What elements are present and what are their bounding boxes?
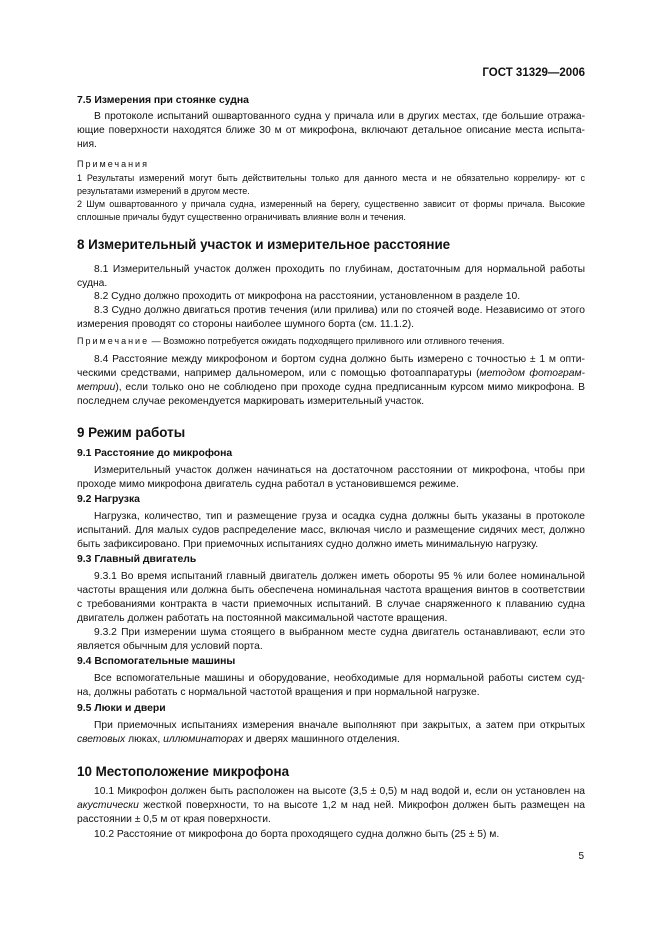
section-10-title: 10 Местоположение микрофона [77,764,290,779]
standard-number: ГОСТ 31329—2006 [482,67,585,79]
note-2: 2 Шум ошвартованного у причала судна, измеренный на берегу, существенно зависит от формы причала. Высокие сплошные причалы будут существенно ограничивать влияние волн и течения. [77,199,585,222]
section-9-2-title: 9.2 Нагрузка [77,494,140,505]
section-9-1-text: Измерительный участок должен начинаться на достаточном расстоянии от микрофона, чтобы при проходе мимо микрофона двигатель судна работал в установившемся режиме. [77,465,585,491]
section-7-5-text: В протоколе испытаний ошвартованного судна у причала или в других местах, где большие отража- ющие поверхности находятся ближе 30 м от микрофона, включают детальное описание места испыта- ния. [77,111,585,151]
note-8 [77,335,585,348]
page-number: 5 [578,851,584,862]
para-8-1: 8.1 Измерительный участок должен проходить по глубинам, достаточным для нормальной работы судна. [77,264,585,290]
para-10-2: 10.2 Расстояние от микрофона до борта проходящего судна должно быть (25 ± 5) м. [94,829,500,840]
section-9-2-text: Нагрузка, количество, тип и размещение груза и осадка судна должны быть указаны в протоколе испытаний. Для малых судов распределение масс, включая число и размещение сидячих мест, должно быть зафиксировано. При приемочных испытаниях судно должно иметь минимальную нагрузку. [77,511,585,551]
note-text: — Возможно потребуется ожидать подходящего приливного или отливного течения. [149,336,505,346]
para-8-4-italic: методом фотограм- метрии [77,368,585,394]
para-8-4 [77,353,585,409]
para-10-1-b: жесткой поверхности, то на высоте 1,2 м над ней. Микрофон должен быть размещен на расстоянии ± 0,5 м от края поверхности. [77,800,585,826]
section-9-5-italic-1: световых [77,734,126,746]
para-10-1-a: 10.1 Микрофон должен быть расположен на высоте (3,5 ± 0,5) м над водой и, если он установлен на [94,786,585,797]
section-9-1-title: 9.1 Расстояние до микрофона [77,448,233,459]
note-label: Примечание [77,336,150,346]
section-9-4-text: Все вспомогательные машины и оборудование, необходимые для нормальной работы систем суд- на, должны работать с нормальной частотой вращения и при нормальной нагрузке. [77,673,585,699]
para-10-1-italic: акустически [77,800,139,812]
section-9-5-text [77,719,585,747]
section-9-3-title: 9.3 Главный двигатель [77,554,197,565]
section-9-title: 9 Режим работы [77,425,186,440]
note-1: 1 Результаты измерений могут быть действительны только для данного места и не обязательно коррелиру- ют с результатами измерений в другом месте. [77,173,585,196]
para-8-2: 8.2 Судно должно проходить от микрофона на расстоянии, установленном в разделе 10. [94,291,521,302]
section-9-5-title: 9.5 Люки и двери [77,703,166,714]
section-8-title: 8 Измерительный участок и измерительное расстояние [77,237,451,252]
section-9-4-title: 9.4 Вспомогательные машины [77,656,236,667]
notes-label: Примечания [77,159,149,169]
section-7-5-title: 7.5 Измерения при стоянке судна [77,95,249,106]
para-10-1 [77,785,585,827]
para-9-3-2: 9.3.2 При измерении шума стоящего в выбранном месте судна двигатель останавливают, если это является обычным для условий порта. [77,627,585,653]
section-9-5-italic-2: иллюминаторах [163,734,244,746]
section-9-5-c: и дверях машинного отделения. [243,734,400,746]
para-8-4-a: 8.4 Расстояние между микрофоном и бортом судна должно быть измерено с точностью ± 1 м опти- ческими средствами, например дальномером, или с помощью фотоаппаратуры ( [77,354,585,380]
section-9-5-b: люках, [125,734,164,746]
para-8-3: 8.3 Судно должно двигаться против течения (или прилива) или по стоячей воде. Независимо от этого измерения проводят со стороны наиболее шумного борта (см. 11.1.2). [77,305,585,331]
section-9-5-a: При приемочных испытаниях измерения вначале выполняют при закрытых, а затем при открытых [94,720,585,731]
para-9-3-1: 9.3.1 Во время испытаний главный двигатель должен иметь обороты 95 % или более номинальной частоты вращения или должна быть обеспечена номинальная частота вращения винтов в соответствии с требованиями контракта в части приемочных испытаний. В случае снаряженного к плаванию судна двигатель должен работать на постоянной максимальной частоте вращения. [77,571,585,625]
para-8-4-b: ), если только оно не соблюдено при проходе судна предписанным курсом мимо микрофона. В последнем случае рекомендуется маркировать измерительный участок. [77,382,585,408]
